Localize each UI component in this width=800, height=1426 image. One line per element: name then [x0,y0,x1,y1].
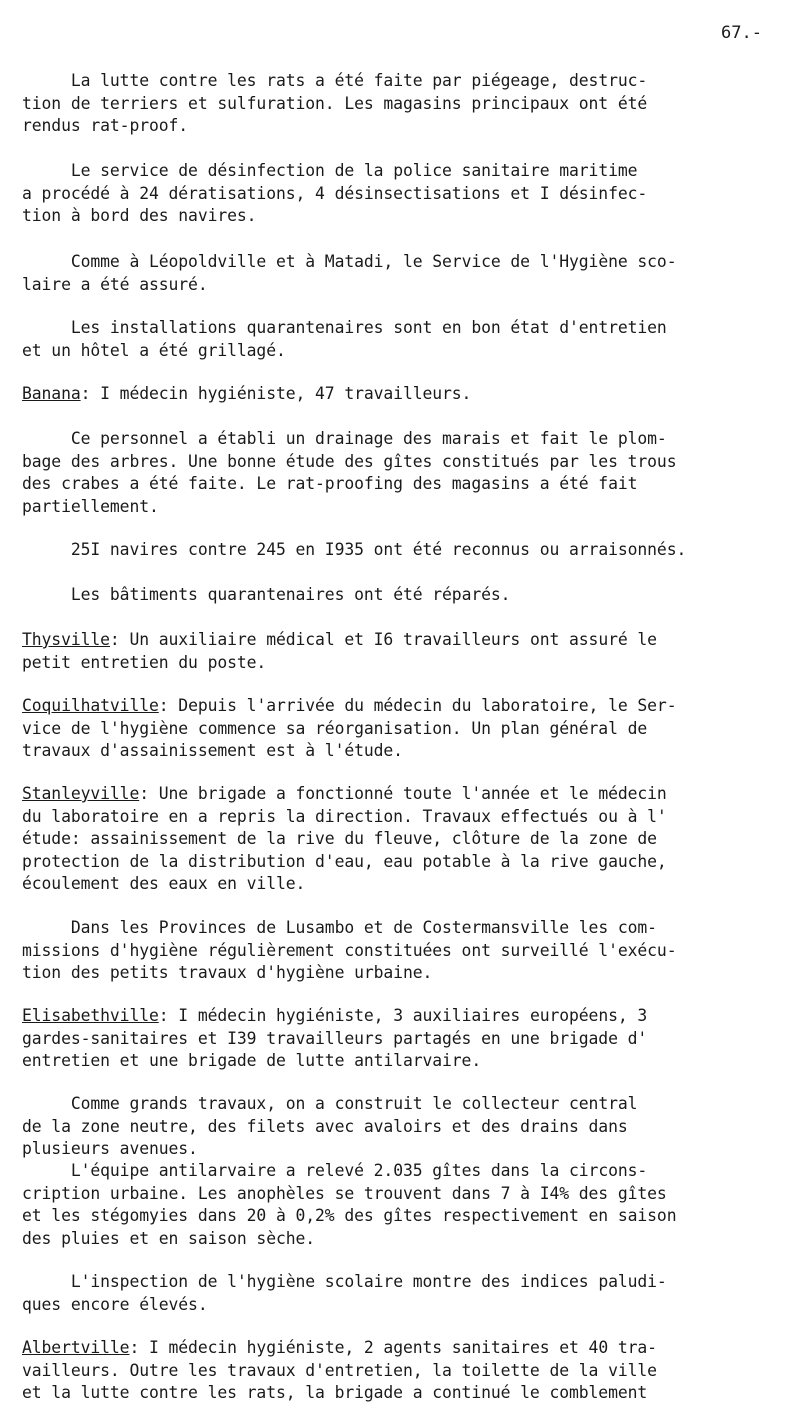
paragraph [22,1271,667,1316]
section-heading: Coquilhatville [22,696,159,715]
text-line [22,1160,676,1183]
text-span: ques encore élevés. [22,1294,208,1314]
section-heading: Elisabethville [22,1006,159,1025]
text-span: Le service de désinfection de la police sanitaire maritime [70,161,638,180]
text-line [22,70,647,93]
text-line [22,1093,637,1116]
indent [22,918,71,937]
text-span: de la zone neutre, des filets avec avaloirs et des drains dans [22,1116,628,1136]
paragraph [22,783,667,896]
paragraph [22,317,667,362]
text-line [22,1294,667,1317]
text-span: rendus rat-proof. [22,116,189,135]
text-span: écoulement des eaux en ville. [22,874,306,893]
text-span: Les installations quarantenaires sont en bon état d'entretien [70,318,667,337]
text-line [22,317,667,340]
text-line [22,695,676,718]
text-line [22,205,647,228]
text-line [22,1382,657,1405]
indent [22,1094,71,1113]
text-span: et un hôtel a été grillagé. [22,340,286,360]
text-line [22,962,676,985]
text-span: partiellement. [22,496,159,516]
text-line [22,1050,647,1073]
indent [22,1161,71,1180]
text-line [22,940,676,963]
text-span: entretien et une brigade de lutte antilarvaire. [22,1051,482,1070]
text-line [22,1116,637,1139]
text-line [22,451,676,474]
indent [22,585,71,604]
text-span: étude: assainissement de la rive du fleuve, clôture de la zone de [22,829,657,848]
text-line [22,584,510,607]
text-span: des crabes a été faite. Le rat-proofing des magasins a été fait [22,474,638,493]
text-span: tion à bord des navires. [22,206,257,225]
text-line [22,539,686,562]
text-span: du laboratoire en a repris la direction. Travaux effectués ou à l' [22,806,667,826]
paragraph [22,917,676,985]
section-heading: Stanleyville [22,784,140,803]
text-span: : Depuis l'arrivée du médecin du laboratoire, le Ser- [158,696,677,715]
paragraph [22,539,686,562]
text-span: : Un auxiliaire médical et I6 travailleurs ont assuré le [109,630,657,649]
section-heading: Banana [22,384,81,403]
text-span: et la lutte contre les rats, la brigade a continué le comblement [22,1383,648,1402]
text-line [22,917,676,940]
text-line [22,115,647,138]
paragraph [22,251,676,296]
text-line [22,93,647,116]
text-span: travaux d'assainissement est à l'étude. [22,741,403,760]
text-span: 25I navires contre 245 en I935 ont été reconnus ou arraisonnés. [70,540,687,559]
paragraph [22,428,676,518]
text-line [22,718,676,741]
text-span: tion de terriers et sulfuration. Les magasins principaux ont été [22,93,648,113]
paragraph [22,695,676,763]
paragraph [22,1337,657,1405]
paragraph [22,160,647,228]
text-span: bage des arbres. Une bonne étude des gîtes constitués par les trous [22,451,677,471]
text-line [22,1183,676,1206]
text-line [22,428,676,451]
text-span: a procédé à 24 dératisations, 4 désinsectisations et I désinfec- [22,183,648,203]
text-line [22,828,667,851]
text-line [22,340,667,363]
indent [22,161,71,180]
indent [22,1272,71,1291]
indent [22,429,71,448]
text-span: Les bâtiments quarantenaires ont été réparés. [70,585,511,604]
text-span: cription urbaine. Les anophèles se trouvent dans 7 à I4% des gîtes [22,1183,667,1203]
text-span: : Une brigade a fonctionné toute l'année et le médecin [139,784,667,803]
text-span: : I médecin hygiéniste, 3 auxiliaires européens, 3 [158,1006,648,1025]
paragraph [22,70,647,138]
text-line [22,496,676,519]
text-line [22,383,471,406]
paragraph [22,1005,647,1073]
section-heading: Albertville [22,1338,130,1357]
text-span: des pluies et en saison sèche. [22,1228,316,1248]
text-span: : I médecin hygiéniste, 47 travailleurs. [80,384,472,403]
text-line [22,183,647,206]
text-line [22,1337,657,1360]
text-span: et les stégomyies dans 20 à 0,2% des gîtes respectivement en saison [22,1206,677,1225]
text-span: plusieurs avenues. [22,1139,198,1158]
indent [22,540,71,559]
text-span: Dans les Provinces de Lusambo et de Costermansville les com- [70,918,657,937]
paragraph [22,383,471,406]
paragraph [22,584,510,607]
text-span: La lutte contre les rats a été faite par piégeage, destruc- [70,71,648,90]
text-span: protection de la distribution d'eau, eau potable à la rive gauche, [22,851,667,871]
text-line [22,274,676,297]
text-line [22,629,657,652]
text-line [22,873,667,896]
text-span: Comme grands travaux, on a construit le collecteur central [70,1094,638,1113]
text-span: gardes-sanitaires et I39 travailleurs partagés en une brigade d' [22,1028,648,1048]
text-span: : I médecin hygiéniste, 2 agents sanitaires et 40 tra- [129,1338,657,1357]
text-span: vailleurs. Outre les travaux d'entretien, la toilette de la ville [22,1360,657,1380]
text-span: L'inspection de l'hygiène scolaire montre des indices paludi- [70,1272,667,1291]
text-span: Comme à Léopoldville et à Matadi, le Service de l'Hygiène sco- [70,252,677,271]
indent [22,71,71,90]
text-line [22,1271,667,1294]
text-line [22,1005,647,1028]
paragraph [22,1160,676,1250]
text-line [22,806,667,829]
text-line [22,1028,647,1051]
text-span: vice de l'hygiène commence sa réorganisation. Un plan général de [22,718,648,738]
paragraph [22,629,657,674]
text-line [22,251,676,274]
text-span: tion des petits travaux d'hygiène urbaine. [22,963,433,982]
text-span: petit entretien du poste. [22,652,267,672]
section-heading: Thysville [22,630,110,649]
text-line [22,851,667,874]
text-span: L'équipe antilarvaire a relevé 2.035 gîtes dans la circons- [70,1161,648,1180]
paragraph [22,1093,637,1161]
page-number: 67.- [721,23,762,43]
text-span: missions d'hygiène régulièrement constituées ont surveillé l'exécu- [22,940,677,960]
text-span: Ce personnel a établi un drainage des marais et fait le plom- [70,429,667,448]
text-line [22,740,676,763]
text-line [22,160,647,183]
text-span: laire a été assuré. [22,274,208,294]
text-line [22,652,657,675]
text-line [22,1360,657,1383]
text-line [22,1138,637,1161]
indent [22,318,71,337]
text-line [22,783,667,806]
text-line [22,473,676,496]
text-line [22,1228,676,1251]
indent [22,252,71,271]
text-line [22,1205,676,1228]
